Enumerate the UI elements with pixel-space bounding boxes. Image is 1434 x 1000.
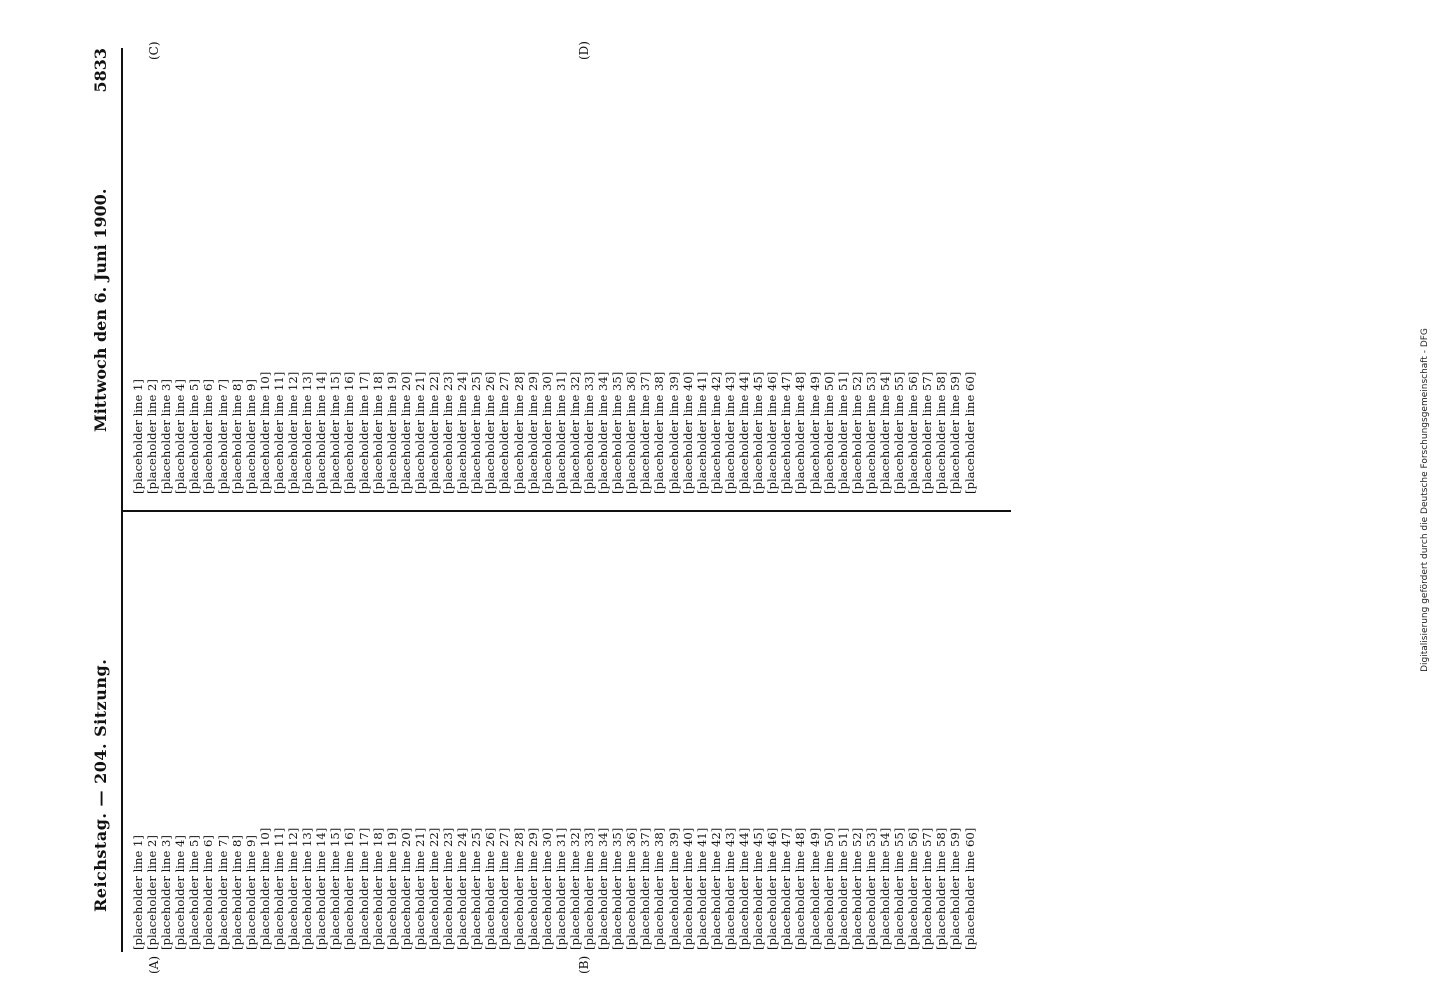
text-line: [placeholder line 28] <box>511 827 526 950</box>
text-line: [placeholder line 57] <box>920 827 935 950</box>
text-line: [placeholder line 34] <box>596 371 611 494</box>
text-line: [placeholder line 18] <box>370 827 385 950</box>
text-line: [placeholder line 1] <box>131 379 145 494</box>
text-line: [placeholder line 60] <box>962 371 977 494</box>
text-line: [placeholder line 50] <box>821 827 836 950</box>
text-line: [placeholder line 50] <box>821 371 836 494</box>
text-line: [placeholder line 14] <box>314 827 329 950</box>
text-line: [placeholder line 13] <box>300 827 315 950</box>
text-line: [placeholder line 28] <box>511 371 526 494</box>
text-line: [placeholder line 46] <box>765 371 780 494</box>
text-line: [placeholder line 44] <box>737 371 752 494</box>
text-line: [placeholder line 11] <box>271 371 286 494</box>
header-date: Mittwoch den 6. Juni 1900. <box>91 188 110 432</box>
text-line: [placeholder line 29] <box>525 827 540 950</box>
text-line: [placeholder line 40] <box>680 371 695 494</box>
text-line: [placeholder line 36] <box>624 371 639 494</box>
text-line: [placeholder line 41] <box>694 371 709 494</box>
text-line: [placeholder line 12] <box>286 371 301 494</box>
text-line: [placeholder line 40] <box>680 827 695 950</box>
text-line: [placeholder line 51] <box>835 827 850 950</box>
text-line: [placeholder line 37] <box>638 827 653 950</box>
text-line: [placeholder line 3] <box>159 379 174 494</box>
text-line: [placeholder line 55] <box>892 371 907 494</box>
text-line: [placeholder line 38] <box>652 827 667 950</box>
text-line: [placeholder line 56] <box>906 371 921 494</box>
text-line: [placeholder line 53] <box>863 371 878 494</box>
text-line: [placeholder line 32] <box>567 371 582 494</box>
text-line: [placeholder line 24] <box>455 371 470 494</box>
text-line: [placeholder line 11] <box>271 827 286 950</box>
text-line: [placeholder line 3] <box>159 835 174 950</box>
text-line: [placeholder line 52] <box>849 371 864 494</box>
text-line: [placeholder line 5] <box>187 379 202 494</box>
text-line: [placeholder line 26] <box>483 827 498 950</box>
text-line: [placeholder line 54] <box>877 827 892 950</box>
text-line: [placeholder line 45] <box>751 371 766 494</box>
text-line: [placeholder line 30] <box>539 827 554 950</box>
text-line: [placeholder line 38] <box>652 371 667 494</box>
text-line: [placeholder line 4] <box>173 379 188 494</box>
text-line: [placeholder line 44] <box>737 827 752 950</box>
text-line: [placeholder line 6] <box>201 835 216 950</box>
page-number: 5833 <box>91 48 110 93</box>
text-line: [placeholder line 47] <box>779 371 794 494</box>
text-line: [placeholder line 30] <box>539 371 554 494</box>
text-line: [placeholder line 56] <box>906 827 921 950</box>
text-line: [placeholder line 49] <box>807 827 822 950</box>
margin-marker-b: (B) <box>577 955 591 974</box>
text-line: [placeholder line 27] <box>497 827 512 950</box>
text-line: [placeholder line 2] <box>145 835 160 950</box>
text-line: [placeholder line 22] <box>426 827 441 950</box>
text-line: [placeholder line 31] <box>553 827 568 950</box>
text-line: [placeholder line 4] <box>173 835 188 950</box>
document-page <box>77 20 1357 980</box>
text-line: [placeholder line 33] <box>582 371 596 494</box>
text-line: [placeholder line 20] <box>398 827 413 950</box>
text-line: [placeholder line 31] <box>553 371 568 494</box>
text-line: [placeholder line 8] <box>229 835 244 950</box>
text-line: [placeholder line 25] <box>469 827 484 950</box>
left-column <box>131 520 1011 950</box>
text-line: [placeholder line 7] <box>215 835 230 950</box>
text-line: [placeholder line 6] <box>201 379 216 494</box>
page-header <box>91 48 117 952</box>
text-line: [placeholder line 51] <box>835 371 850 494</box>
text-line: [placeholder line 19] <box>384 371 399 494</box>
text-line: [placeholder line 18] <box>370 371 385 494</box>
text-line: [placeholder line 58] <box>934 827 949 950</box>
text-line: [placeholder line 16] <box>342 371 357 494</box>
text-line: [placeholder line 2] <box>145 379 160 494</box>
text-line: [placeholder line 22] <box>426 371 441 494</box>
text-line: [placeholder line 52] <box>849 827 864 950</box>
text-line: [placeholder line 39] <box>666 827 681 950</box>
text-line: [placeholder line 25] <box>469 371 484 494</box>
text-line: [placeholder line 19] <box>384 827 399 950</box>
text-line: [placeholder line 1] <box>131 835 145 950</box>
margin-marker-a: (A) <box>147 955 161 974</box>
header-session: Reichstag. — 204. Sitzung. <box>91 658 110 912</box>
text-line: [placeholder line 27] <box>497 371 512 494</box>
text-line: [placeholder line 26] <box>483 371 498 494</box>
text-line: [placeholder line 59] <box>948 827 963 950</box>
text-line: [placeholder line 10] <box>257 827 272 950</box>
text-line: [placeholder line 36] <box>624 827 639 950</box>
text-line: [placeholder line 59] <box>948 371 963 494</box>
text-line: [placeholder line 9] <box>243 379 258 494</box>
text-line: [placeholder line 43] <box>722 371 737 494</box>
text-line: [placeholder line 35] <box>610 371 625 494</box>
text-line: [placeholder line 20] <box>398 371 413 494</box>
text-line: [placeholder line 57] <box>920 371 935 494</box>
text-line: [placeholder line 58] <box>934 371 949 494</box>
text-line: [placeholder line 60] <box>962 827 977 950</box>
text-line: [placeholder line 48] <box>793 371 808 494</box>
text-line: [placeholder line 5] <box>187 835 202 950</box>
text-line: [placeholder line 29] <box>525 371 540 494</box>
text-line: [placeholder line 32] <box>567 827 582 950</box>
header-rule <box>121 48 123 952</box>
text-line: [placeholder line 46] <box>765 827 780 950</box>
text-line: [placeholder line 54] <box>877 371 892 494</box>
margin-marker-d: (D) <box>577 41 591 60</box>
text-line: [placeholder line 42] <box>708 827 723 950</box>
dfg-note-text: Digitalisierung gefördert durch die Deutsche Forschungsgemeinschaft - DFG <box>1420 328 1430 672</box>
text-line: [placeholder line 42] <box>708 371 723 494</box>
text-line: [placeholder line 47] <box>779 827 794 950</box>
text-line: [placeholder line 33] <box>582 827 596 950</box>
text-line: [placeholder line 21] <box>412 371 427 494</box>
text-line: [placeholder line 23] <box>441 827 456 950</box>
text-line: [placeholder line 8] <box>229 379 244 494</box>
text-line: [placeholder line 9] <box>243 835 258 950</box>
text-line: [placeholder line 45] <box>751 827 766 950</box>
text-line: [placeholder line 24] <box>455 827 470 950</box>
text-line: [placeholder line 55] <box>892 827 907 950</box>
text-line: [placeholder line 15] <box>328 371 343 494</box>
column-divider <box>121 510 1011 512</box>
margin-marker-c: (C) <box>147 41 161 60</box>
text-line: [placeholder line 12] <box>286 827 301 950</box>
right-column <box>131 64 1011 494</box>
text-line: [placeholder line 7] <box>215 379 230 494</box>
text-line: [placeholder line 53] <box>863 827 878 950</box>
text-line: [placeholder line 34] <box>596 827 611 950</box>
text-line: [placeholder line 43] <box>722 827 737 950</box>
text-line: [placeholder line 16] <box>342 827 357 950</box>
text-line: [placeholder line 35] <box>610 827 625 950</box>
text-line: [placeholder line 14] <box>314 371 329 494</box>
text-line: [placeholder line 39] <box>666 371 681 494</box>
text-line: [placeholder line 15] <box>328 827 343 950</box>
text-line: [placeholder line 17] <box>356 371 371 494</box>
text-line: [placeholder line 21] <box>412 827 427 950</box>
text-line: [placeholder line 49] <box>807 371 822 494</box>
text-line: [placeholder line 23] <box>441 371 456 494</box>
text-line: [placeholder line 17] <box>356 827 371 950</box>
text-line: [placeholder line 48] <box>793 827 808 950</box>
text-line: [placeholder line 37] <box>638 371 653 494</box>
text-line: [placeholder line 10] <box>257 371 272 494</box>
text-line: [placeholder line 41] <box>694 827 709 950</box>
dfg-digitization-note <box>1418 10 1432 990</box>
text-line: [placeholder line 13] <box>300 371 315 494</box>
